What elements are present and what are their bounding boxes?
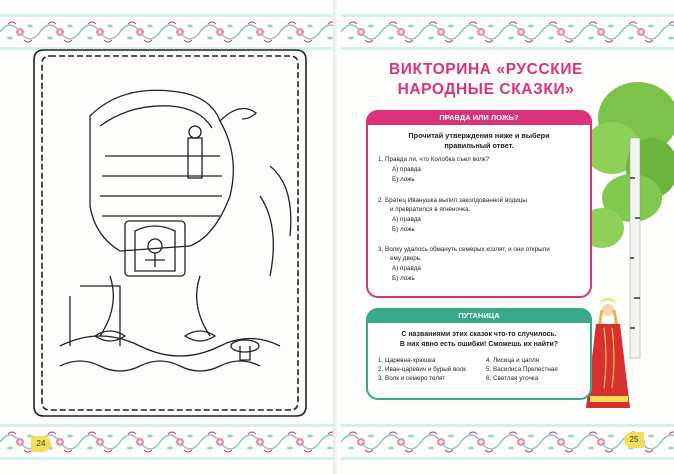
question-3-option-b[interactable]: Б) ложь	[392, 275, 415, 282]
puzzle-item: 4. Лисица и цапля	[486, 357, 540, 364]
puzzle-intro-line2: В них явно есть ошибки! Сможешь их найти?	[399, 341, 559, 348]
question-1-option-b[interactable]: Б) ложь	[392, 176, 415, 183]
question-2: 2. Братец Иванушка выпил заколдованной водицы	[378, 197, 527, 204]
puzzle-box	[366, 308, 592, 400]
quiz-title	[380, 60, 592, 100]
top-ornament-right	[341, 14, 674, 50]
question-1: 1. Правда ли, что Колобка съел волк?	[378, 156, 490, 163]
puzzle-item: 1. Царевна-хрюшка	[378, 357, 436, 364]
page-number-left: 24	[31, 436, 51, 452]
puzzle-item: 5. Василиса Препестная	[486, 366, 558, 373]
question-3-cont: ему дверь.	[390, 255, 422, 262]
instruction-line2: правильный ответ.	[444, 141, 514, 150]
true-or-false-header: ПРАВДА ИЛИ ЛОЖЬ?	[366, 110, 592, 125]
puzzle-intro	[374, 330, 584, 350]
puzzle-intro-line1: С названиями этих сказок что-то случилось.	[401, 331, 557, 338]
puzzle-header: ПУТАНИЦА	[366, 308, 592, 323]
question-1-option-a[interactable]: А) правда	[392, 166, 421, 173]
birch-tree-and-girl-in-sarafan-icon	[582, 78, 674, 430]
puzzle-item: 2. Иван-царевич и бурый волк	[378, 366, 467, 373]
question-2-cont: и превратился в ягнёночка.	[390, 206, 471, 213]
page-number-right: 25	[624, 432, 644, 448]
top-ornament-left	[0, 14, 333, 50]
instruction-line1: Прочитай утверждения ниже и выбери	[408, 131, 550, 140]
puzzle-item: 6. Светлая уточка	[486, 375, 539, 382]
baba-yaga-hut-coloring-icon	[30, 46, 310, 420]
question-3: 3. Волку удалось обмануть семерых козлят, и они открыли	[378, 246, 550, 253]
puzzle-list-left	[378, 356, 466, 383]
question-2-option-b[interactable]: Б) ложь	[392, 226, 415, 233]
question-3-option-a[interactable]: А) правда	[392, 265, 421, 272]
quiz-instruction	[378, 131, 580, 151]
true-or-false-box	[366, 110, 592, 298]
quiz-title-line2: НАРОДНЫЕ СКАЗКИ»	[397, 81, 575, 98]
quiz-title-line1: ВИКТОРИНА «РУССКИЕ	[388, 61, 583, 78]
question-2-option-a[interactable]: А) правда	[392, 216, 421, 223]
puzzle-item: 3. Волк и семеро телят	[378, 375, 446, 382]
puzzle-list-right	[486, 356, 558, 383]
